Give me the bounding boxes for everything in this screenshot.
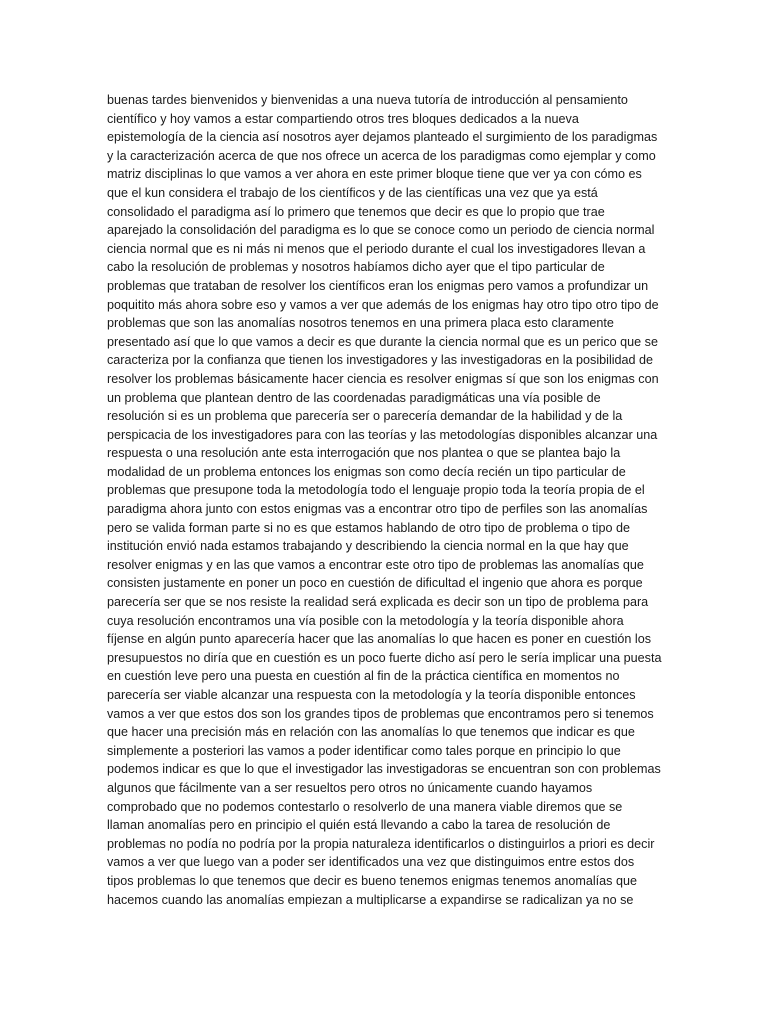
- transcript-text: [107, 91, 667, 909]
- text-line: problemas que presupone toda la metodología todo el lenguaje propio toda la teoría propia de el: [107, 483, 645, 498]
- text-line: tipos problemas lo que tenemos que decir es bueno tenemos enigmas tenemos anomalías que: [107, 873, 637, 888]
- text-line: modalidad de un problema entonces los enigmas son como decía recién un tipo particular de: [107, 464, 626, 479]
- text-line: consolidado el paradigma así lo primero que tenemos que decir es que lo propio que trae: [107, 204, 605, 219]
- text-line: caracteriza por la confianza que tienen los investigadores y las investigadoras en la posibilidad de: [107, 353, 654, 368]
- text-line: epistemología de la ciencia así nosotros ayer dejamos planteado el surgimiento de los paradigmas: [107, 130, 658, 145]
- text-line: buenas tardes bienvenidos y bienvenidas a una nueva tutoría de introducción al pensamiento: [107, 93, 628, 107]
- text-line: y la caracterización acerca de que nos ofrece un acerca de los paradigmas como ejemplar y como: [107, 148, 656, 163]
- text-line: problemas que son las anomalías nosotros tenemos en una primera placa esto claramente: [107, 316, 614, 331]
- text-line: hacemos cuando las anomalías empiezan a multiplicarse a expandirse se radicalizan ya no se: [107, 892, 634, 907]
- text-line: cuya resolución encontramos una vía posible con la metodología y la teoría disponible ahora: [107, 613, 624, 628]
- text-line: científico y hoy vamos a estar compartiendo otros tres bloques dedicados a la nueva: [107, 111, 579, 126]
- text-line: vamos a ver que luego van a poder ser identificados una vez que distinguimos entre estos dos: [107, 855, 635, 870]
- text-line: institución envió nada estamos trabajando y describiendo la ciencia normal en la que hay que: [107, 539, 629, 554]
- text-line: simplemente a posteriori las vamos a poder identificar como tales porque en principio lo que: [107, 743, 621, 758]
- text-line: matriz disciplinas lo que vamos a ver ahora en este primer bloque tiene que ver ya con cómo es: [107, 167, 642, 182]
- text-line: vamos a ver que estos dos son los grandes tipos de problemas que encontramos pero si tenemos: [107, 706, 654, 721]
- text-line: algunos que fácilmente van a ser resueltos pero otros no únicamente cuando hayamos: [107, 780, 593, 795]
- text-line: problemas no podía no podría por la propia naturaleza identificarlos o distinguirlos a priori es decir: [107, 836, 655, 851]
- text-line: un problema que plantean dentro de las coordenadas paradigmáticas una vía posible de: [107, 390, 601, 405]
- text-line: cabo la resolución de problemas y nosotros habíamos dicho ayer que el tipo particular de: [107, 260, 605, 275]
- text-line: problemas que trataban de resolver los científicos eran los enigmas pero vamos a profundizar un: [107, 278, 649, 293]
- text-line: ciencia normal que es ni más ni menos que el periodo durante el cual los investigadores llevan a: [107, 241, 646, 256]
- text-line: presentado así que lo que vamos a decir es que durante la ciencia normal que es un perico que se: [107, 334, 658, 349]
- text-line: paradigma ahora junto con estos enigmas vas a encontrar otro tipo de perfiles son las anomalías: [107, 502, 648, 517]
- text-line: parecería ser viable alcanzar una respuesta con la metodología y la teoría disponible entonces: [107, 688, 636, 702]
- text-line: podemos indicar es que lo que el investigador las investigadoras se encuentran son con problemas: [107, 762, 661, 777]
- text-line: perspicacia de los investigadores para con las teorías y las metodologías disponibles alcanzar una: [107, 427, 658, 442]
- text-line: resolver enigmas y en las que vamos a encontrar este otro tipo de problemas las anomalías que: [107, 557, 644, 572]
- text-line: parecería ser que se nos resiste la realidad será explicada es decir son un tipo de problema para: [107, 595, 649, 610]
- text-line: poquitito más ahora sobre eso y vamos a ver que además de los enigmas hay otro tipo otro tipo de: [107, 297, 659, 312]
- text-line: en cuestión leve pero una puesta en cuestión al fin de la práctica científica en momentos no: [107, 669, 620, 684]
- text-line: resolución si es un problema que parecería ser o parecería demandar de la habilidad y de la: [107, 409, 623, 424]
- text-line: resolver los problemas básicamente hacer ciencia es resolver enigmas sí que son los enigmas con: [107, 371, 659, 386]
- text-line: respuesta o una resolución ante esta interrogación que nos plantea o que se plantea bajo la: [107, 446, 621, 461]
- text-line: fíjense en algún punto aparecería hacer que las anomalías lo que hacen es poner en cuestión los: [107, 632, 652, 647]
- text-line: presupuestos no diría que en cuestión es un poco fuerte dicho así pero le sería implicar una puesta: [107, 650, 662, 665]
- text-line: pero se valida forman parte si no es que estamos hablando de otro tipo de problema o tipo de: [107, 520, 630, 535]
- text-line: llaman anomalías pero en principio el quién está llevando a cabo la tarea de resolución de: [107, 818, 611, 833]
- text-line: que hacer una precisión más en relación con las anomalías lo que tenemos que indicar es que: [107, 725, 635, 740]
- text-line: que el kun considera el trabajo de los científicos y de las científicas una vez que ya está: [107, 185, 598, 200]
- text-line: consisten justamente en poner un poco en cuestión de dificultad el ingenio que ahora es porque: [107, 576, 643, 591]
- text-line: comprobado que no podemos contestarlo o resolverlo de una manera viable diremos que se: [107, 799, 623, 814]
- text-line: aparejado la consolidación del paradigma es lo que se conoce como un periodo de ciencia normal: [107, 223, 655, 238]
